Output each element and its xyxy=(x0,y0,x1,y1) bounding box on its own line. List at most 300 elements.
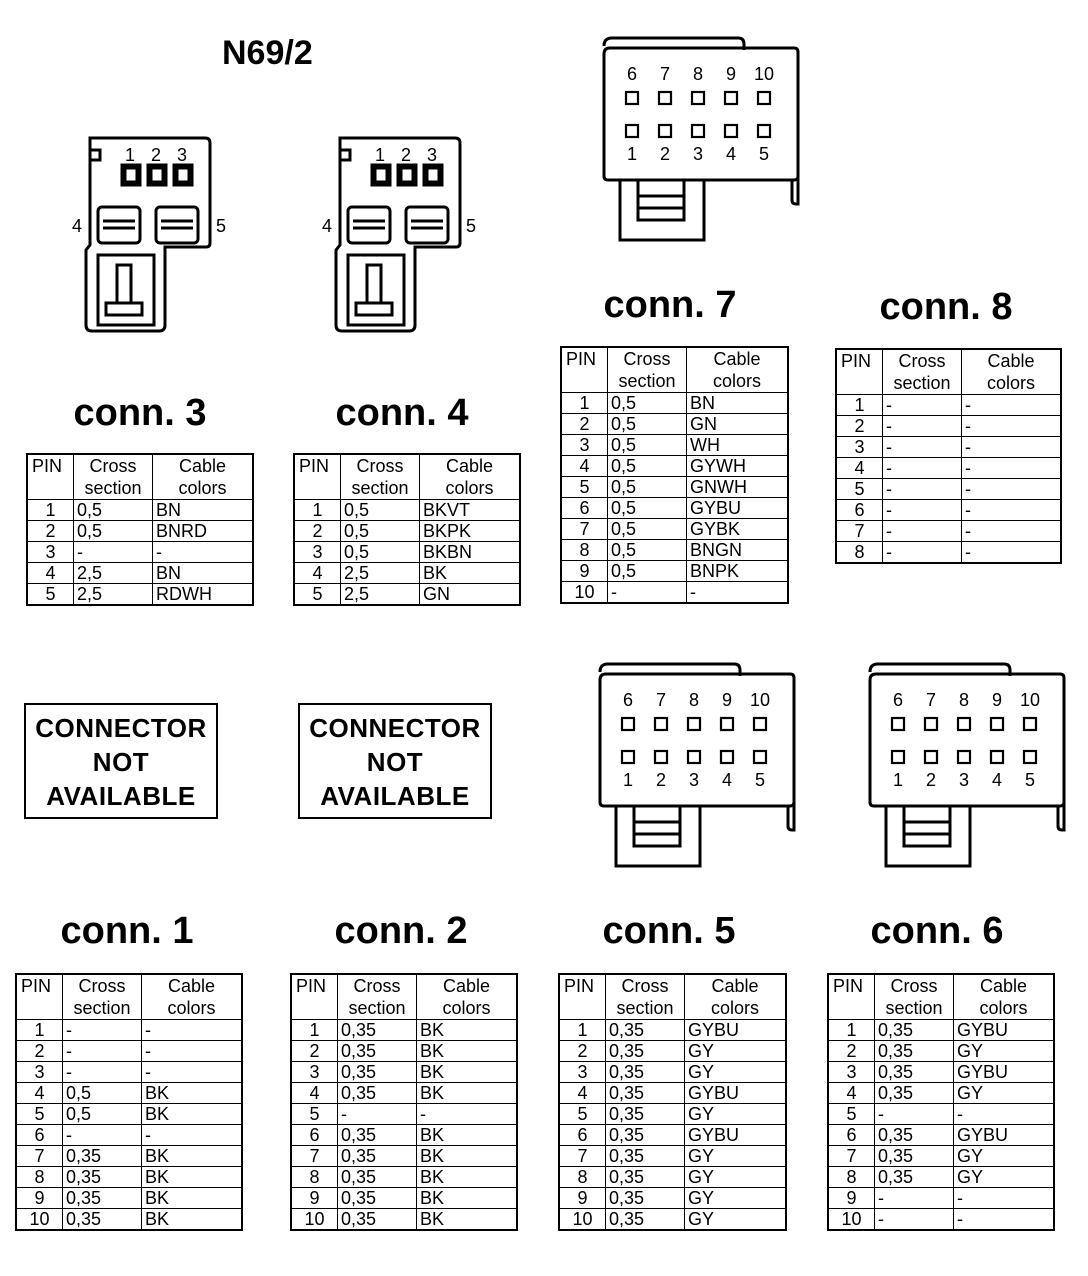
pin-number-cell: 8 xyxy=(828,1167,875,1188)
pin-label-9: 9 xyxy=(991,690,1003,710)
cross-section-cell: 2,5 xyxy=(341,584,420,606)
pin-number-cell: 6 xyxy=(291,1125,338,1146)
cable-color-cell: BK xyxy=(417,1209,518,1231)
connector-6-drawing xyxy=(864,662,1074,872)
pin-number-cell: 5 xyxy=(294,584,341,606)
cable-color-cell: BK xyxy=(417,1062,518,1083)
table-header-row xyxy=(559,974,786,1020)
cable-color-cell: BNGN xyxy=(687,540,789,561)
cable-color-cell: BK xyxy=(142,1167,243,1188)
table-row xyxy=(294,521,520,542)
table-row xyxy=(294,563,520,584)
pin-label-9: 9 xyxy=(721,690,733,710)
connector-not-available-box-1 xyxy=(24,703,218,819)
cross-section-cell: 0,35 xyxy=(875,1062,954,1083)
conn-7-pin-table xyxy=(560,346,789,604)
pin-number-cell: 7 xyxy=(291,1146,338,1167)
cross-section-cell: 0,35 xyxy=(63,1167,142,1188)
cross-section-cell: 2,5 xyxy=(341,563,420,584)
cross-section-cell: 0,35 xyxy=(338,1146,417,1167)
connector-3-drawing xyxy=(70,135,240,340)
table-row xyxy=(291,1083,517,1104)
pin-label-4: 4 xyxy=(322,216,333,236)
table-row xyxy=(559,1062,786,1083)
pin-number-cell: 5 xyxy=(828,1104,875,1125)
cross-section-cell: 0,5 xyxy=(608,540,687,561)
cross-section-cell: 2,5 xyxy=(74,584,153,606)
cable-color-cell: GYBU xyxy=(685,1020,787,1041)
table-row xyxy=(836,500,1061,521)
pin-number-cell: 9 xyxy=(291,1188,338,1209)
pin-label-7: 7 xyxy=(925,690,937,710)
pin-label-2: 2 xyxy=(925,770,937,790)
pin-label-3: 3 xyxy=(692,144,704,164)
cross-section-header: Cross section xyxy=(341,454,420,500)
cable-color-cell: GYBU xyxy=(954,1125,1055,1146)
not-available-line-3: AVAILABLE xyxy=(320,781,470,811)
cable-color-cell: BN xyxy=(687,393,789,414)
pin-number-cell: 2 xyxy=(836,416,883,437)
cross-section-cell: 0,35 xyxy=(338,1125,417,1146)
cross-section-cell: 0,5 xyxy=(341,521,420,542)
pin-label-1: 1 xyxy=(626,144,638,164)
pin-number-cell: 8 xyxy=(291,1167,338,1188)
pin-label-1: 1 xyxy=(125,145,136,165)
conn-1-pin-table xyxy=(15,973,243,1231)
pin-header: PIN xyxy=(27,454,74,500)
pin-label-8: 8 xyxy=(688,690,700,710)
not-available-line-2: NOT xyxy=(92,747,150,777)
table-row xyxy=(27,521,253,542)
conn-3-title: conn. 3 xyxy=(73,392,207,434)
cable-color-cell: RDWH xyxy=(153,584,254,606)
table-row xyxy=(561,540,788,561)
cable-color-cell: GY xyxy=(685,1209,787,1231)
pin-number-cell: 2 xyxy=(828,1041,875,1062)
cross-section-cell: 0,35 xyxy=(875,1125,954,1146)
cable-colors-header: Cable colors xyxy=(685,974,787,1020)
pin-number-cell: 3 xyxy=(294,542,341,563)
cable-color-cell: - xyxy=(962,437,1062,458)
table-row xyxy=(561,561,788,582)
pin-label-2: 2 xyxy=(151,145,162,165)
cross-section-cell: 0,35 xyxy=(338,1062,417,1083)
cable-color-cell: BN xyxy=(153,563,254,584)
cross-section-cell: 0,35 xyxy=(63,1188,142,1209)
pin-label-4: 4 xyxy=(721,770,733,790)
cable-color-cell: GY xyxy=(954,1146,1055,1167)
table-row xyxy=(559,1167,786,1188)
pin-number-cell: 7 xyxy=(828,1146,875,1167)
table-row xyxy=(16,1020,242,1041)
pin-label-2: 2 xyxy=(655,770,667,790)
cable-color-cell: GN xyxy=(420,584,521,606)
table-row xyxy=(836,521,1061,542)
table-row xyxy=(291,1167,517,1188)
pin-number-cell: 1 xyxy=(291,1020,338,1041)
table-row xyxy=(291,1209,517,1231)
table-row xyxy=(828,1083,1054,1104)
cross-section-cell: 2,5 xyxy=(74,563,153,584)
cross-section-cell: 0,35 xyxy=(875,1146,954,1167)
cross-section-cell: 0,35 xyxy=(338,1167,417,1188)
conn-6-title: conn. 6 xyxy=(870,910,1004,952)
pin-number-cell: 1 xyxy=(836,395,883,416)
table-row xyxy=(16,1041,242,1062)
not-available-line-2: NOT xyxy=(366,747,424,777)
pin-label-5: 5 xyxy=(754,770,766,790)
cable-color-cell: GY xyxy=(954,1041,1055,1062)
pin-label-3: 3 xyxy=(688,770,700,790)
pin-label-8: 8 xyxy=(958,690,970,710)
pin-label-3: 3 xyxy=(958,770,970,790)
cable-color-cell: BKBN xyxy=(420,542,521,563)
pin-number-cell: 2 xyxy=(291,1041,338,1062)
cross-section-cell: - xyxy=(63,1020,142,1041)
pin-number-cell: 3 xyxy=(559,1062,606,1083)
cable-colors-header: Cable colors xyxy=(687,347,789,393)
cross-section-cell: 0,35 xyxy=(606,1125,685,1146)
pin-number-cell: 3 xyxy=(828,1062,875,1083)
table-row xyxy=(16,1167,242,1188)
pin-label-4: 4 xyxy=(991,770,1003,790)
conn-6-pin-table xyxy=(827,973,1055,1231)
table-row xyxy=(16,1083,242,1104)
cable-color-cell: GYBU xyxy=(687,498,789,519)
cable-color-cell: - xyxy=(142,1020,243,1041)
table-header-row xyxy=(836,349,1061,395)
table-row xyxy=(561,582,788,604)
cross-section-cell: 0,5 xyxy=(608,519,687,540)
table-row xyxy=(561,498,788,519)
cross-section-cell: 0,35 xyxy=(606,1104,685,1125)
table-row xyxy=(561,435,788,456)
cable-color-cell: - xyxy=(417,1104,518,1125)
cross-section-cell: 0,35 xyxy=(338,1083,417,1104)
pin-number-cell: 10 xyxy=(559,1209,606,1231)
table-row xyxy=(16,1146,242,1167)
table-row xyxy=(559,1104,786,1125)
pin-number-cell: 8 xyxy=(559,1167,606,1188)
table-row xyxy=(559,1125,786,1146)
cable-color-cell: BK xyxy=(142,1146,243,1167)
cable-color-cell: BK xyxy=(142,1209,243,1231)
pin-number-cell: 9 xyxy=(16,1188,63,1209)
pin-number-cell: 6 xyxy=(828,1125,875,1146)
cable-color-cell: BK xyxy=(142,1188,243,1209)
connector-5-drawing xyxy=(594,662,804,872)
table-row xyxy=(27,563,253,584)
pin-number-cell: 4 xyxy=(27,563,74,584)
cross-section-cell: 0,35 xyxy=(63,1209,142,1231)
cable-color-cell: BK xyxy=(417,1188,518,1209)
cable-color-cell: BNPK xyxy=(687,561,789,582)
pin-number-cell: 4 xyxy=(561,456,608,477)
cross-section-cell: 0,5 xyxy=(608,561,687,582)
conn-4-pin-table xyxy=(293,453,521,606)
connector-not-available-box-2 xyxy=(298,703,492,819)
cable-color-cell: GY xyxy=(685,1167,787,1188)
table-row xyxy=(828,1125,1054,1146)
cross-section-header: Cross section xyxy=(63,974,142,1020)
table-row xyxy=(16,1188,242,1209)
cable-color-cell: - xyxy=(962,458,1062,479)
cable-color-cell: GY xyxy=(685,1188,787,1209)
cable-color-cell: - xyxy=(954,1188,1055,1209)
table-row xyxy=(828,1146,1054,1167)
pin-number-cell: 9 xyxy=(828,1188,875,1209)
pin-number-cell: 6 xyxy=(561,498,608,519)
table-row xyxy=(836,437,1061,458)
pin-label-10: 10 xyxy=(1019,690,1041,710)
table-row xyxy=(291,1104,517,1125)
pin-label-5: 5 xyxy=(1024,770,1036,790)
pin-number-cell: 1 xyxy=(828,1020,875,1041)
pin-label-5: 5 xyxy=(466,216,477,236)
cross-section-cell: 0,35 xyxy=(338,1020,417,1041)
table-row xyxy=(561,519,788,540)
table-header-row xyxy=(16,974,242,1020)
table-row xyxy=(836,416,1061,437)
pin-label-8: 8 xyxy=(692,64,704,84)
pin-number-cell: 10 xyxy=(16,1209,63,1231)
cable-color-cell: BK xyxy=(420,563,521,584)
connector-7-drawing xyxy=(598,36,808,246)
cross-section-cell: 0,35 xyxy=(606,1041,685,1062)
table-row xyxy=(559,1209,786,1231)
pin-number-cell: 3 xyxy=(27,542,74,563)
table-row xyxy=(828,1167,1054,1188)
pin-label-5: 5 xyxy=(216,216,227,236)
pin-number-cell: 3 xyxy=(836,437,883,458)
cable-colors-header: Cable colors xyxy=(962,349,1062,395)
pin-label-7: 7 xyxy=(659,64,671,84)
cable-color-cell: - xyxy=(962,395,1062,416)
cable-color-cell: GYBU xyxy=(685,1083,787,1104)
table-row xyxy=(559,1083,786,1104)
cross-section-cell: 0,35 xyxy=(606,1062,685,1083)
pin-number-cell: 3 xyxy=(291,1062,338,1083)
pin-number-cell: 1 xyxy=(561,393,608,414)
cable-color-cell: BK xyxy=(142,1104,243,1125)
table-row xyxy=(27,542,253,563)
cross-section-header: Cross section xyxy=(875,974,954,1020)
cross-section-cell: 0,35 xyxy=(606,1188,685,1209)
pin-number-cell: 6 xyxy=(16,1125,63,1146)
pin-number-cell: 8 xyxy=(561,540,608,561)
pin-header: PIN xyxy=(559,974,606,1020)
table-row xyxy=(559,1020,786,1041)
pin-number-cell: 10 xyxy=(828,1209,875,1231)
pin-number-cell: 5 xyxy=(559,1104,606,1125)
pin-number-cell: 2 xyxy=(561,414,608,435)
cable-color-cell: BKPK xyxy=(420,521,521,542)
pin-header: PIN xyxy=(16,974,63,1020)
cross-section-cell: 0,5 xyxy=(341,500,420,521)
table-row xyxy=(294,584,520,606)
pin-label-2: 2 xyxy=(659,144,671,164)
pin-number-cell: 9 xyxy=(561,561,608,582)
cross-section-cell: 0,5 xyxy=(74,500,153,521)
cross-section-cell: 0,5 xyxy=(63,1104,142,1125)
table-row xyxy=(561,393,788,414)
pin-label-2: 2 xyxy=(401,145,412,165)
conn-4-title: conn. 4 xyxy=(335,392,469,434)
pin-number-cell: 3 xyxy=(16,1062,63,1083)
conn-3-pin-table xyxy=(26,453,254,606)
pin-header: PIN xyxy=(836,349,883,395)
pin-number-cell: 1 xyxy=(294,500,341,521)
pin-number-cell: 5 xyxy=(27,584,74,606)
cross-section-cell: 0,35 xyxy=(606,1146,685,1167)
cable-color-cell: GYBU xyxy=(954,1020,1055,1041)
pin-number-cell: 7 xyxy=(16,1146,63,1167)
table-row xyxy=(16,1209,242,1231)
pin-number-cell: 1 xyxy=(16,1020,63,1041)
cross-section-cell: 0,35 xyxy=(875,1020,954,1041)
cross-section-cell: - xyxy=(883,458,962,479)
not-available-line-1: CONNECTOR xyxy=(309,713,481,743)
cross-section-cell: 0,35 xyxy=(606,1083,685,1104)
cable-color-cell: - xyxy=(954,1104,1055,1125)
table-row xyxy=(294,500,520,521)
cable-color-cell: - xyxy=(687,582,789,604)
cross-section-cell: 0,5 xyxy=(341,542,420,563)
cross-section-cell: 0,5 xyxy=(608,456,687,477)
cross-section-header: Cross section xyxy=(608,347,687,393)
conn-7-title: conn. 7 xyxy=(603,284,737,326)
pin-number-cell: 5 xyxy=(836,479,883,500)
cable-color-cell: GY xyxy=(685,1146,787,1167)
cable-color-cell: - xyxy=(962,521,1062,542)
pin-number-cell: 5 xyxy=(561,477,608,498)
cable-color-cell: - xyxy=(142,1062,243,1083)
cross-section-cell: 0,35 xyxy=(338,1041,417,1062)
cross-section-cell: 0,35 xyxy=(606,1020,685,1041)
cable-color-cell: GY xyxy=(954,1167,1055,1188)
pin-number-cell: 1 xyxy=(27,500,74,521)
pin-number-cell: 2 xyxy=(559,1041,606,1062)
pin-number-cell: 4 xyxy=(294,563,341,584)
cable-color-cell: GY xyxy=(954,1083,1055,1104)
pin-number-cell: 8 xyxy=(16,1167,63,1188)
cable-color-cell: BNRD xyxy=(153,521,254,542)
pin-label-4: 4 xyxy=(72,216,83,236)
not-available-line-1: CONNECTOR xyxy=(35,713,207,743)
cross-section-cell: 0,35 xyxy=(606,1167,685,1188)
table-header-row xyxy=(294,454,520,500)
pin-number-cell: 4 xyxy=(836,458,883,479)
table-row xyxy=(291,1125,517,1146)
table-row xyxy=(291,1041,517,1062)
cross-section-cell: 0,35 xyxy=(875,1041,954,1062)
cross-section-cell: - xyxy=(875,1188,954,1209)
cross-section-cell: 0,35 xyxy=(875,1167,954,1188)
cable-color-cell: BK xyxy=(417,1041,518,1062)
cross-section-header: Cross section xyxy=(883,349,962,395)
pin-number-cell: 7 xyxy=(559,1146,606,1167)
cross-section-cell: - xyxy=(883,437,962,458)
cable-color-cell: - xyxy=(142,1125,243,1146)
cross-section-cell: 0,5 xyxy=(608,393,687,414)
cable-color-cell: GYBK xyxy=(687,519,789,540)
not-available-line-3: AVAILABLE xyxy=(46,781,196,811)
cable-color-cell: WH xyxy=(687,435,789,456)
table-row xyxy=(836,479,1061,500)
table-header-row xyxy=(291,974,517,1020)
table-row xyxy=(836,395,1061,416)
table-row xyxy=(828,1020,1054,1041)
cross-section-cell: 0,35 xyxy=(606,1209,685,1231)
pin-number-cell: 2 xyxy=(16,1041,63,1062)
table-header-row xyxy=(27,454,253,500)
pin-label-10: 10 xyxy=(749,690,771,710)
connector-4-drawing xyxy=(320,135,490,340)
table-row xyxy=(291,1146,517,1167)
cross-section-cell: 0,35 xyxy=(338,1188,417,1209)
cable-color-cell: - xyxy=(142,1041,243,1062)
cable-color-cell: - xyxy=(962,542,1062,564)
table-row xyxy=(561,477,788,498)
pin-header: PIN xyxy=(561,347,608,393)
cable-colors-header: Cable colors xyxy=(153,454,254,500)
cable-color-cell: BK xyxy=(417,1083,518,1104)
table-row xyxy=(291,1188,517,1209)
cross-section-cell: 0,5 xyxy=(608,414,687,435)
cable-colors-header: Cable colors xyxy=(417,974,518,1020)
table-row xyxy=(559,1041,786,1062)
pin-number-cell: 2 xyxy=(294,521,341,542)
pin-header: PIN xyxy=(294,454,341,500)
pin-number-cell: 7 xyxy=(836,521,883,542)
table-row xyxy=(16,1125,242,1146)
cross-section-cell: 0,5 xyxy=(608,477,687,498)
pin-number-cell: 3 xyxy=(561,435,608,456)
page-title: N69/2 xyxy=(222,34,313,72)
pin-number-cell: 2 xyxy=(27,521,74,542)
cable-color-cell: BK xyxy=(417,1020,518,1041)
table-row xyxy=(828,1209,1054,1231)
pin-label-6: 6 xyxy=(626,64,638,84)
cross-section-cell: - xyxy=(883,500,962,521)
pin-number-cell: 6 xyxy=(559,1125,606,1146)
table-row xyxy=(828,1104,1054,1125)
cross-section-cell: 0,35 xyxy=(63,1146,142,1167)
cable-color-cell: - xyxy=(954,1209,1055,1231)
conn-8-pin-table xyxy=(835,348,1062,564)
cross-section-cell: 0,35 xyxy=(338,1209,417,1231)
cross-section-cell: 0,5 xyxy=(608,435,687,456)
cross-section-cell: 0,35 xyxy=(875,1083,954,1104)
cable-color-cell: GNWH xyxy=(687,477,789,498)
pin-label-10: 10 xyxy=(753,64,775,84)
pin-number-cell: 8 xyxy=(836,542,883,564)
cross-section-cell: - xyxy=(74,542,153,563)
cable-color-cell: GYBU xyxy=(954,1062,1055,1083)
pin-number-cell: 4 xyxy=(16,1083,63,1104)
cable-color-cell: BK xyxy=(417,1125,518,1146)
cross-section-cell: - xyxy=(63,1041,142,1062)
table-row xyxy=(828,1062,1054,1083)
cable-color-cell: GY xyxy=(685,1041,787,1062)
cross-section-cell: - xyxy=(883,521,962,542)
pin-label-1: 1 xyxy=(622,770,634,790)
cable-color-cell: - xyxy=(962,416,1062,437)
table-row xyxy=(559,1146,786,1167)
conn-1-title: conn. 1 xyxy=(60,910,194,952)
pin-label-6: 6 xyxy=(622,690,634,710)
cross-section-cell: - xyxy=(63,1125,142,1146)
